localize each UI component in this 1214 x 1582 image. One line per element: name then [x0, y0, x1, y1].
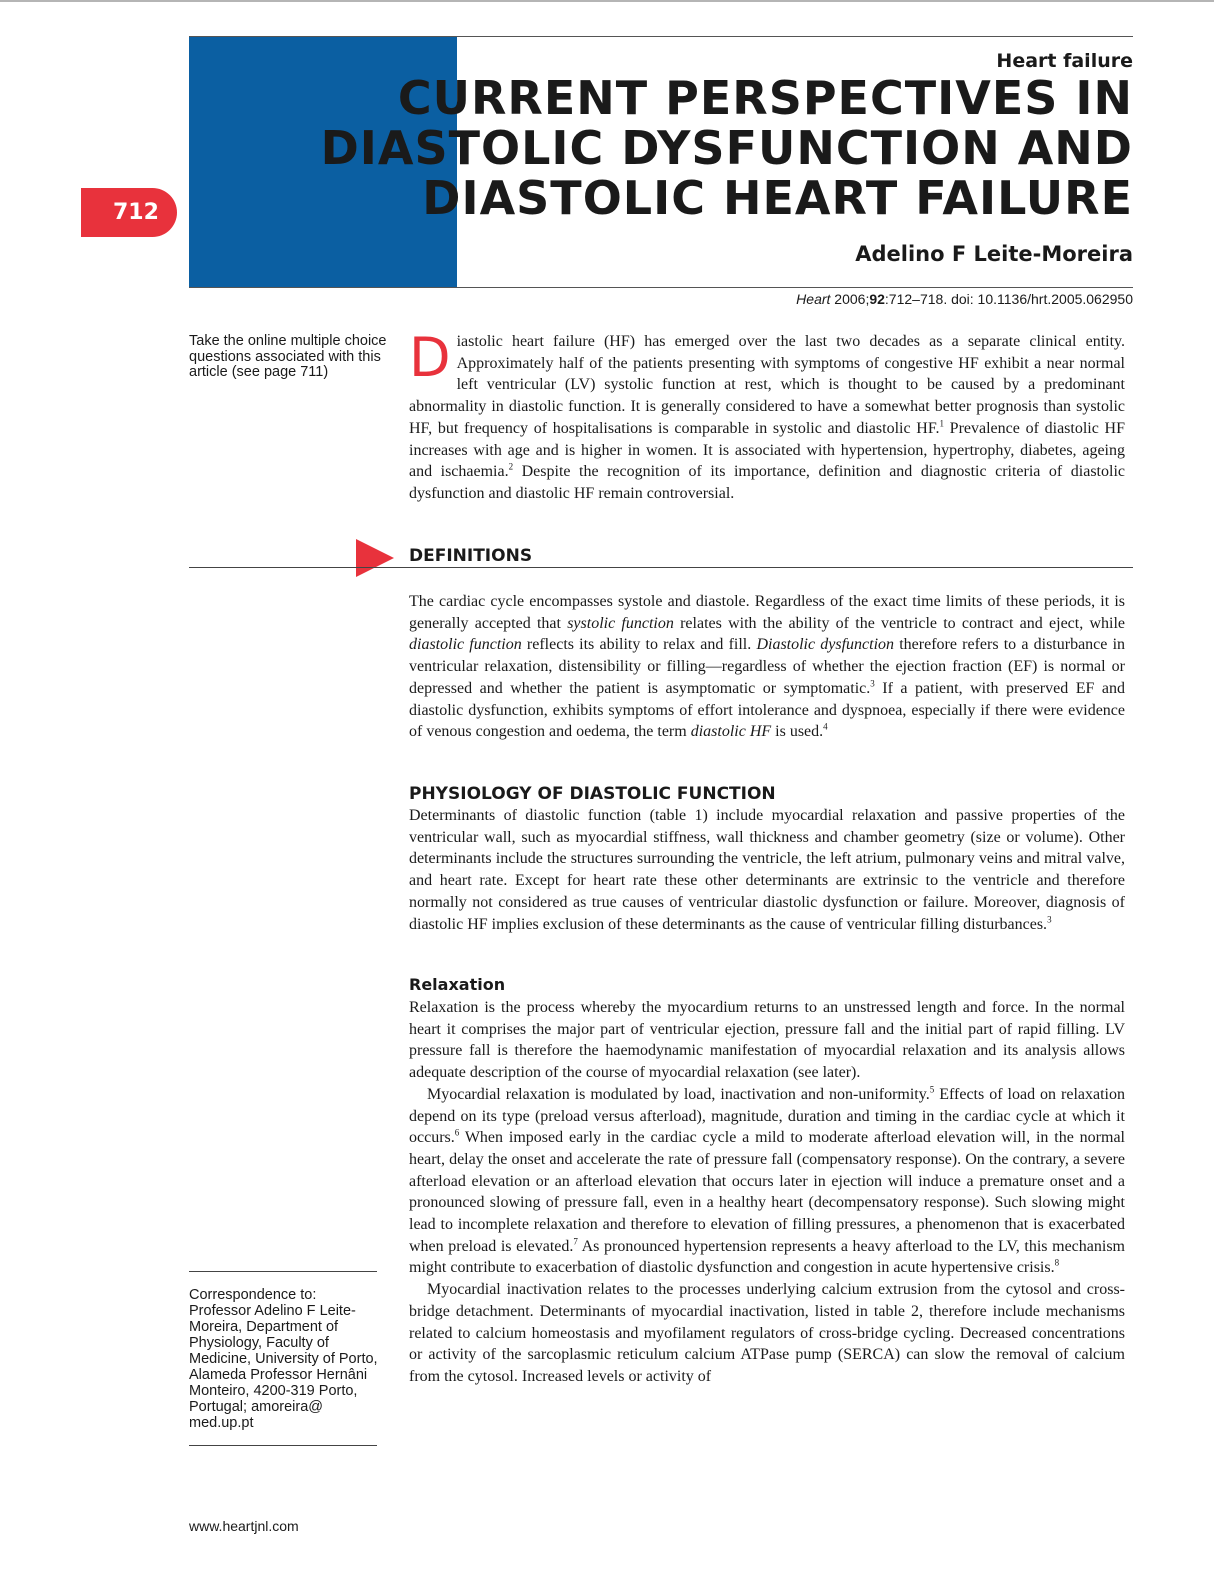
relaxation-paragraph-3: Myocardial inactivation relates to the processes underlying calcium extrusion from the cytosol and cross-bridge detachment. Determinants of myocardial inactivation, listed in table 2, therefore include mechanisms related to calcium homeostasis and myofilament regulators of cross-bridge cycling. Decreased concentrations or activity of the sarcoplasmic reticulum calcium ATPase pump (SERCA) can slow the removal of calcium from the cytosol. Increased levels or activity of — [409, 1281, 1125, 1385]
citation-volume: 92 — [869, 291, 885, 307]
cme-side-note: Take the online multiple choice questions associated with this article (see page 711) — [189, 333, 387, 380]
ref-5: 5 — [929, 1084, 935, 1095]
correspondence-top-rule — [189, 1271, 377, 1272]
relaxation-heading: Relaxation — [409, 975, 506, 994]
citation-year: 2006; — [834, 291, 870, 307]
relax-text-c: When imposed early in the cardiac cycle a mild to moderate afterload elevation will, in the normal heart, delay the onset and accelerate the rate of pressure fall (compensatory response). On the contrary, a severe afterload elevation or an afterload elevation that occurs later in ejection will induce a premature onset and a pronounced slowing of pressure fall, even in a healthy heart (decompensatory response). Such slowing might lead to incomplete relaxation and therefore to elevation of filling pressures, a phenomenon that is exacerbated when preload is elevated. — [409, 1129, 1125, 1255]
ref-8: 8 — [1054, 1258, 1060, 1269]
ref-3: 3 — [870, 678, 875, 689]
definitions-rule — [189, 567, 1133, 568]
page-number-tab — [81, 188, 177, 237]
drop-cap: D — [409, 326, 451, 389]
intro-text-3: Despite the recognition of its importance, definition and diagnostic criteria of diastolic dysfunction and diastolic HF remain controversial. — [409, 463, 1125, 502]
physiology-text: Determinants of diastolic function (table 1) include myocardial relaxation and passive properties of the ventricular wall, such as myocardial stiffness, wall thickness and chamber geometry (size or volume). Other determinants include the structures surrounding the ventricle, the left atrium, pulmonary veins and mitral valve, and heart rate. Except for heart rate these other determinants are extrinsic to the ventricle and therefore normally not considered as true causes of ventricular diastolic dysfunction or failure. Moreover, diagnosis of diastolic HF implies exclusion of these determinants as the cause of ventricular filling disturbances. — [409, 807, 1125, 933]
definitions-heading: DEFINITIONS — [409, 546, 533, 566]
def-italic-systolic-function: systolic function — [567, 614, 674, 632]
def-text-3: reflects its ability to relax and fill. — [521, 636, 757, 654]
citation-pages-doi: :712–718. doi: 10.1136/hrt.2005.062950 — [884, 291, 1133, 307]
ref-4: 4 — [823, 721, 828, 732]
title-line-3: DIASTOLIC HEART FAILURE — [422, 171, 1133, 225]
intro-paragraph — [409, 326, 1126, 505]
header-bottom-rule — [189, 287, 1133, 288]
citation-line — [796, 291, 1133, 307]
def-italic-diastolic-function: diastolic function — [409, 636, 522, 654]
ref-7: 7 — [573, 1236, 578, 1247]
top-border-line — [0, 0, 1214, 2]
def-italic-diastolic-hf: diastolic HF — [690, 723, 772, 741]
section-marker-triangle-icon — [356, 539, 394, 577]
def-text-6: is used. — [771, 723, 824, 741]
footer-website: www.heartjnl.com — [189, 1518, 299, 1534]
correspondence-bottom-rule — [189, 1445, 377, 1446]
section-label: Heart failure — [996, 50, 1133, 72]
relaxation-paragraph-2 — [409, 1084, 1125, 1279]
correspondence-note: Correspondence to: Professor Adelino F Leite-Moreira, Department of Physiology, Faculty of Medicine, University of Porto, Alameda Professor Hernâni Monteiro, 4200-319 Porto, Portugal; amoreira@ med.up.pt — [189, 1287, 378, 1431]
page-number: 712 — [113, 200, 159, 225]
article-title — [321, 73, 1133, 223]
title-line-2: DIASTOLIC DYSFUNCTION AND — [320, 121, 1133, 175]
citation-journal: Heart — [796, 291, 831, 307]
def-text-4: therefore refers to a disturbance in ventricular relaxation, distensibility or filling—regardless of whether the ejection fraction (EF) is normal or depressed and whether the patient is asymptomatic or symptomatic. — [409, 636, 1126, 697]
author-name: Adelino F Leite-Moreira — [855, 242, 1133, 266]
relaxation-section — [409, 997, 1125, 1388]
relaxation-paragraph-1: Relaxation is the process whereby the myocardium returns to an unstressed length and force. In the normal heart it comprises the major part of ventricular ejection, pressure fall and the initial part of rapid filling. LV pressure fall is therefore the haemodynamic manifestation of myocardial relaxation and its analysis allows adequate description of the course of myocardial relaxation (see later). — [409, 999, 1125, 1082]
header-top-rule — [189, 36, 1133, 37]
physiology-paragraph — [409, 805, 1125, 935]
physiology-heading: PHYSIOLOGY OF DIASTOLIC FUNCTION — [409, 784, 776, 804]
ref-3b: 3 — [1047, 914, 1052, 925]
ref-6: 6 — [454, 1127, 460, 1138]
intro-text-2: Prevalence of diastolic HF increases with age and is higher in women. It is associated with hypertension, hypertrophy, diabetes, ageing and ischaemia. — [409, 419, 1126, 481]
ref-2: 2 — [508, 461, 514, 472]
def-text-2: relates with the ability of the ventricle to contract and eject, while — [673, 614, 1125, 632]
title-line-1: CURRENT PERSPECTIVES IN — [397, 71, 1133, 125]
def-text-5: If a patient, with preserved EF and diastolic dysfunction, exhibits symptoms of effort intolerance and dyspnoea, especially if there were evidence of venous congestion and oedema, the term — [409, 679, 1126, 741]
definitions-paragraph — [409, 591, 1125, 743]
def-text-1: The cardiac cycle encompasses systole and diastole. Regardless of the exact time limits of these periods, it is generally accepted that — [409, 593, 1125, 632]
ref-1: 1 — [939, 418, 944, 429]
relax-text-a: Myocardial relaxation is modulated by load, inactivation and non-uniformity. — [427, 1085, 930, 1103]
intro-text-1: iastolic heart failure (HF) has emerged over the last two decades as a separate clinical entity. Approximately half of the patients presenting with symptoms of congestive HF exhibit a near normal left ventricular (LV) systolic function at rest, which is thought to be caused by a predominant abnormality in diastolic function. It is generally considered to have a somewhat better prognosis than systolic HF, but frequency of hospitalisations is comparable in systolic and diastolic HF. — [409, 333, 1125, 437]
relax-text-d: As pronounced hypertension represents a heavy afterload to the LV, this mechanism might contribute to exacerbation of diastolic dysfunction and congestion in acute hypertensive crisis. — [409, 1237, 1125, 1277]
def-italic-diastolic-dysfunction: Diastolic dysfunction — [756, 636, 895, 654]
relax-text-b: Effects of load on relaxation depend on its type (preload versus afterload), magnitude, duration and timing in the cardiac cycle at which it occurs. — [409, 1085, 1125, 1147]
